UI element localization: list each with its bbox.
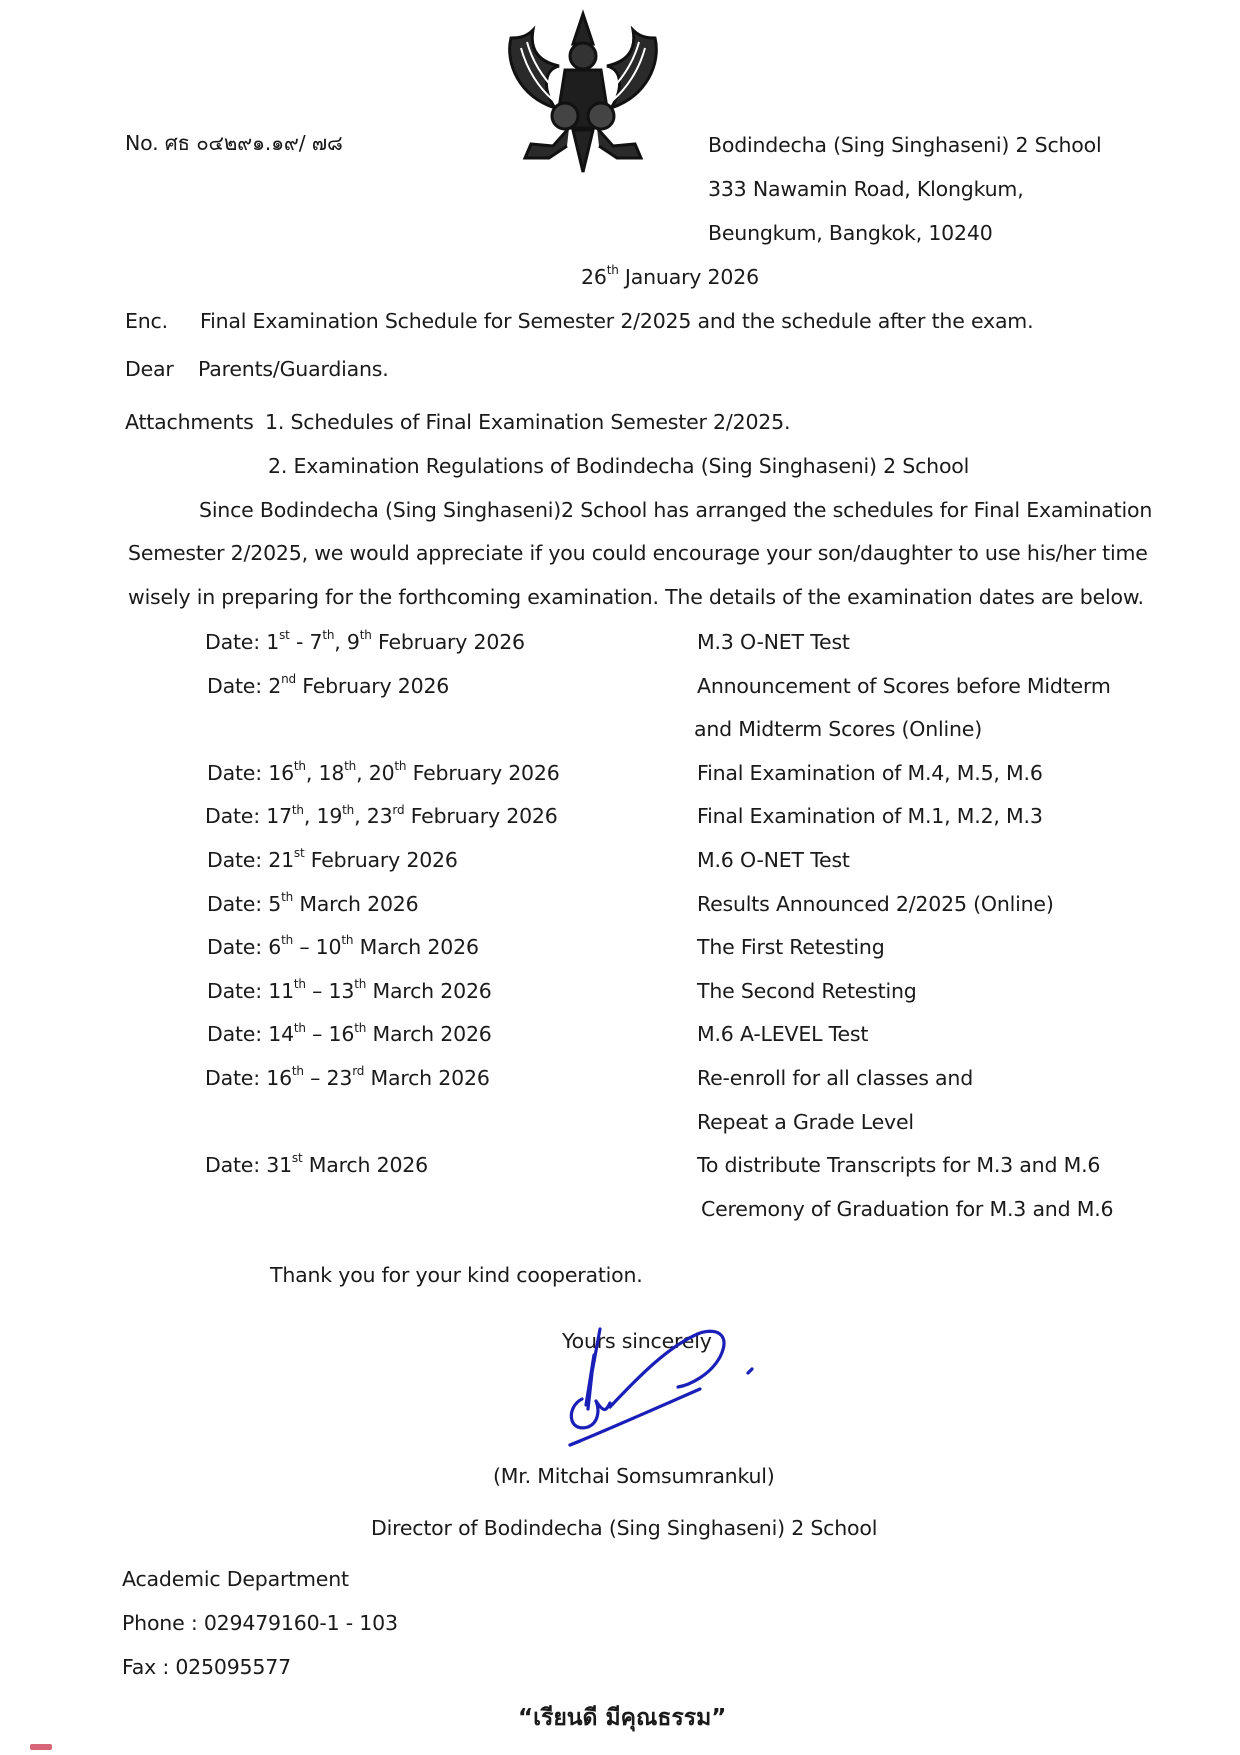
schedule-event: M.6 A-LEVEL Test	[697, 1022, 869, 1047]
schedule-date: Date: 5th March 2026	[207, 889, 419, 916]
school-city: Beungkum, Bangkok, 10240	[708, 221, 993, 245]
schedule-event: M.6 O-NET Test	[697, 848, 850, 872]
schedule-date: Date: 17th, 19th, 23rd February 2026	[205, 802, 558, 829]
schedule-date: Date: 16th – 23rd March 2026	[205, 1064, 490, 1090]
schedule-event: The First Retesting	[697, 935, 885, 960]
salutation-text: Parents/Guardians.	[198, 357, 389, 381]
enclosure-text: Final Examination Schedule for Semester 2/2025 and the schedule after the exam.	[200, 309, 1034, 333]
schedule-event: Announcement of Scores before Midterm	[697, 673, 1111, 698]
schedule-date: Date: 14th – 16th March 2026	[207, 1020, 492, 1047]
schedule-date: Date: 21st February 2026	[207, 846, 458, 872]
school-street: 333 Nawamin Road, Klongkum,	[708, 177, 1024, 201]
schedule-event: Repeat a Grade Level	[697, 1109, 914, 1134]
thanks-line: Thank you for your kind cooperation.	[270, 1263, 643, 1287]
schedule-date: Date: 31st March 2026	[205, 1151, 428, 1178]
schedule-event: M.3 O-NET Test	[697, 630, 850, 654]
signature-icon	[560, 1315, 760, 1455]
schedule-event: Ceremony of Graduation for M.3 and M.6	[701, 1196, 1114, 1221]
schedule-date: Date: 11th – 13th March 2026	[207, 976, 492, 1003]
school-name: Bodindecha (Sing Singhaseni) 2 School	[708, 133, 1102, 157]
schedule-event: To distribute Transcripts for M.3 and M.6	[697, 1153, 1101, 1178]
schedule-date: Date: 6th – 10th March 2026	[207, 933, 479, 960]
schedule-event: Results Announced 2/2025 (Online)	[697, 891, 1054, 916]
schedule-date: Date: 16th, 18th, 20th February 2026	[207, 758, 560, 785]
attachment-item-2: 2. Examination Regulations of Bodindecha (Sing Singhaseni) 2 School	[268, 454, 970, 478]
department-name: Academic Department	[122, 1567, 349, 1591]
schedule-event: The Second Retesting	[697, 978, 917, 1003]
phone-number: Phone : 029479160-1 - 103	[122, 1611, 398, 1635]
attachment-item-1: 1. Schedules of Final Examination Semester 2/2025.	[265, 410, 791, 434]
scan-edge-mark	[30, 1744, 52, 1750]
schedule-event: Final Examination of M.1, M.2, M.3	[697, 804, 1043, 829]
schedule-event: Final Examination of M.4, M.5, M.6	[697, 760, 1043, 785]
body-line-3: wisely in preparing for the forthcoming examination. The details of the examination dates are below.	[128, 585, 1144, 609]
body-line-2: Semester 2/2025, we would appreciate if you could encourage your son/daughter to use his/her time	[128, 541, 1148, 565]
salutation-label: Dear	[125, 357, 174, 381]
schedule-event: Re-enroll for all classes and	[697, 1066, 974, 1090]
schedule-date: Date: 2nd February 2026	[207, 671, 450, 698]
fax-number: Fax : 025095577	[122, 1655, 291, 1679]
enclosure-label: Enc.	[125, 309, 168, 333]
letter-date: 26th January 2026	[581, 263, 759, 289]
schedule-event: and Midterm Scores (Online)	[694, 717, 983, 742]
signatory-name: (Mr. Mitchai Somsumrankul)	[493, 1464, 775, 1488]
attachments-label: Attachments	[125, 410, 254, 434]
garuda-emblem-icon	[503, 8, 663, 176]
body-line-1: Since Bodindecha (Sing Singhaseni)2 School has arranged the schedules for Final Examination	[199, 498, 1153, 522]
document-number: No. ศธ ๐๔๒๙๑.๑๙/ ๗๘	[125, 131, 343, 155]
schedule-date: Date: 1st - 7th, 9th February 2026	[205, 628, 525, 654]
school-motto: “เรียนดี มีคุณธรรม”	[518, 1705, 727, 1731]
signatory-title: Director of Bodindecha (Sing Singhaseni) 2 School	[371, 1516, 878, 1540]
valediction: Yours sincerely	[562, 1329, 712, 1353]
